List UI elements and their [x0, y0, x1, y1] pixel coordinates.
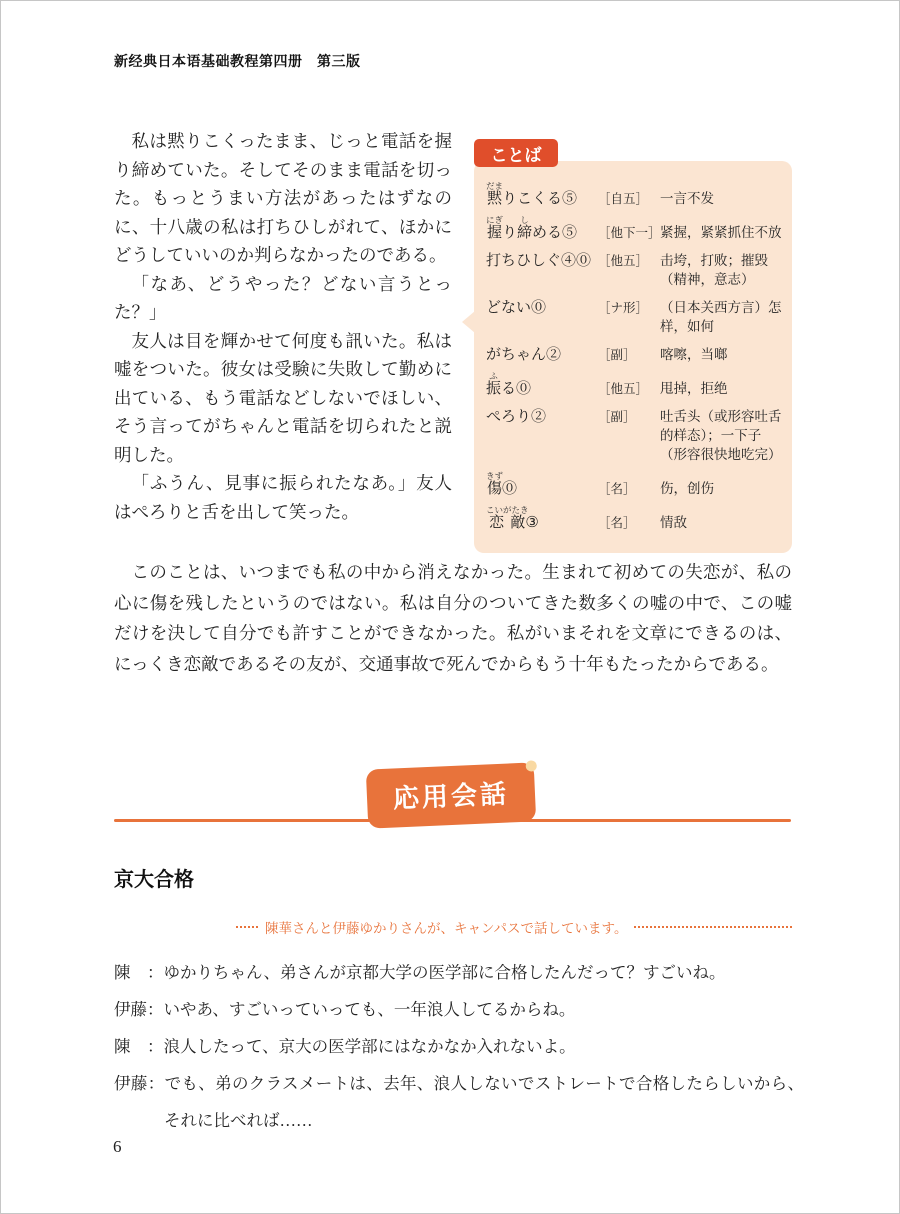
dialogue-line — [114, 1065, 804, 1139]
vocab-pos: ［他五］ — [598, 382, 649, 396]
vocab-entry — [486, 505, 784, 532]
conversation-title: 京大合格 — [114, 869, 194, 891]
vocab-entry — [486, 296, 784, 336]
vocab-word: 傷きず⓪ — [486, 471, 518, 497]
reading-paragraph-full: このことは、いつまでも私の中から消えなかった。生まれて初めての失恋が、私の心に傷を残したというのではない。私は自分のついてきた数多くの嘘の中で、この嘘だけを決して自分でも許すことができなかった。私がいまそれを文章にできるのは、にっくき恋敵であるその友が、交通事故で死んでからもう十年もたったからである。 — [114, 562, 792, 674]
vocab-pos: ［副］ — [598, 410, 636, 424]
dialogue-text: 浪人したって、京大の医学部にはなかなか入れないよ。 — [163, 1037, 576, 1056]
vocab-meaning: 情敌 — [660, 515, 687, 530]
dialogue-line — [114, 1028, 804, 1065]
vocab-meaning: 吐舌头（或形容吐舌的样态）；一下子（形容很快地吃完） — [660, 409, 782, 462]
dialogue-speaker: 陳 ： — [114, 963, 164, 982]
reading-paragraph: 私は黙りこくったまま、じっと電話を握り締めていた。そしてそのまま電話を切った。もっとうまい方法があったはずなのに、十八歳の私は打ちひしがれて、ほかにどうしていいのか判らなかったのである。 — [114, 131, 452, 265]
vocab-word: 振ふる⓪ — [486, 371, 532, 397]
vocab-meaning: 喀嚓，当啷 — [660, 347, 728, 362]
vocab-entry — [486, 249, 784, 289]
vocab-word: 打ちひしぐ④⓪ — [486, 253, 592, 269]
dialogue-text: いやあ、すごいっていっても、一年浪人してるからね。 — [163, 1000, 576, 1019]
vocab-pos: ［名］ — [598, 516, 636, 530]
vocab-entry — [486, 343, 784, 364]
vocab-entry — [486, 181, 784, 208]
vocab-pos: ［自五］ — [598, 192, 649, 206]
vocab-entry — [486, 405, 784, 464]
book-header: 新经典日本语基础教程第四册 第三版 — [114, 53, 361, 69]
dialogue-line — [114, 954, 804, 991]
vocab-word: どない⓪ — [486, 300, 547, 316]
vocab-pos: ［他下一］ — [598, 226, 661, 240]
section-banner-label: 応用会話 — [392, 778, 510, 814]
vocab-meaning: 紧握，紧紧抓住不放 — [660, 225, 782, 240]
vocab-pos: ［ナ形］ — [598, 301, 649, 315]
vocab-pos: ［名］ — [598, 482, 636, 496]
vocab-list — [486, 181, 784, 532]
dotted-leader-right — [634, 926, 792, 928]
vocab-word: 黙だまりこくる⑤ — [486, 181, 578, 207]
section-banner — [366, 762, 536, 828]
reading-paragraph: 「ふうん、見事に振られたなあ。」友人はぺろりと舌を出して笑った。 — [114, 473, 452, 522]
vocab-word: 恋敵こいがたき③ — [486, 505, 539, 531]
vocab-entry — [486, 215, 784, 242]
vocab-pos: ［他五］ — [598, 254, 649, 268]
vocab-tab-label: ことば — [474, 139, 558, 167]
dialogue-speaker: 伊藤： — [114, 1074, 165, 1093]
reading-section — [114, 127, 792, 553]
reading-text-column — [114, 127, 452, 553]
page-number: 6 — [113, 1137, 122, 1156]
vocab-panel — [474, 139, 792, 553]
vocab-entry — [486, 471, 784, 498]
vocab-meaning: 击垮，打败；摧毁（精神，意志） — [660, 253, 768, 287]
vocab-word: がちゃん② — [486, 347, 562, 363]
reading-paragraph: 友人は目を輝かせて何度も訊いた。私は嘘をついた。彼女は受験に失敗して勤めに出ている、もう電話などしないでほしい、そう言ってがちゃんと電話を切られたと説明した。 — [114, 330, 452, 465]
reading-paragraph: 「なあ、どうやった？どない言うとった？」 — [114, 273, 452, 322]
dialogue-speaker: 陳 ： — [114, 1037, 164, 1056]
vocab-entry — [486, 371, 784, 398]
vocab-meaning: （日本关西方言）怎样，如何 — [660, 300, 782, 334]
conversation-setting-text: 陳華さんと伊藤ゆかりさんが、キャンパスで話しています。 — [265, 921, 628, 936]
vocab-word: 握にぎり締しめる⑤ — [486, 215, 578, 241]
dialogue-text: ゆかりちゃん、弟さんが京都大学の医学部に合格したんだって？すごいね。 — [163, 963, 726, 982]
vocab-meaning: 一言不发 — [660, 191, 714, 206]
dialogue-line — [114, 991, 804, 1028]
conversation-setting — [114, 917, 792, 937]
vocab-box — [474, 161, 792, 553]
banner-dot-decoration — [526, 760, 537, 771]
vocab-meaning: 伤，创伤 — [660, 481, 714, 496]
dialogue-speaker: 伊藤： — [114, 1000, 164, 1019]
vocab-meaning: 甩掉，拒绝 — [660, 381, 728, 396]
vocab-pos: ［副］ — [598, 348, 636, 362]
dialogue — [114, 954, 804, 1139]
dotted-leader-left — [236, 926, 258, 928]
vocab-word: ぺろり② — [486, 409, 547, 425]
dialogue-text: でも、弟のクラスメートは、去年、浪人しないでストレートで合格したらしいから、それに比べれば…… — [164, 1074, 805, 1130]
